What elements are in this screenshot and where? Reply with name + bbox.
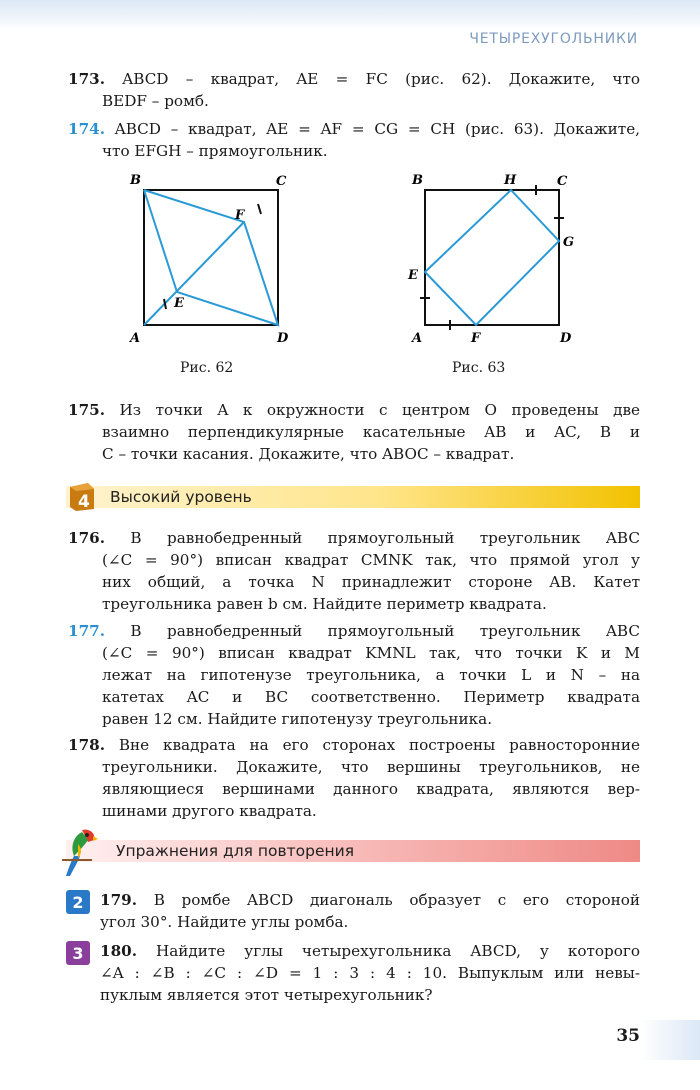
problem-text-line: ∠A : ∠B : ∠C : ∠D = 1 : 3 : 4 : 10. Выпуклым или невы- — [100, 964, 640, 982]
badge-number: 2 — [72, 892, 84, 912]
point-label-D: D — [560, 331, 572, 346]
point-label-B: B — [412, 173, 423, 188]
problem-text-line: треугольника равен b см. Найдите периметр квадрата. — [102, 595, 547, 613]
problem-179 — [100, 889, 640, 933]
problem-text-line: шинами другого квадрата. — [102, 802, 317, 820]
figure-63-caption: Рис. 63 — [452, 360, 506, 376]
running-head: ЧЕТЫРЕХУГОЛЬНИКИ — [469, 31, 638, 47]
problem-number: 173. — [68, 70, 105, 88]
corner-band — [640, 1020, 700, 1060]
problem-text-line: (∠C = 90°) вписан квадрат CMNK так, что прямой угол у — [102, 551, 640, 569]
figure-63 — [400, 168, 600, 348]
level-2-badge — [66, 890, 90, 914]
problem-number: 178. — [68, 736, 105, 754]
page-number: 35 — [616, 1026, 640, 1046]
problem-text-line: что EFGH – прямоугольник. — [102, 142, 328, 160]
problem-text-line: В ромбе ABCD диагональ образует с его стороной — [153, 891, 641, 909]
problem-number: 174. — [68, 120, 105, 138]
problem-text-line: ABCD – квадрат, AE = FC (рис. 62). Докажите, что — [122, 70, 641, 88]
problem-number: 180. — [100, 942, 137, 960]
problem-number: 176. — [68, 529, 105, 547]
problem-text-line: ABCD – квадрат, AE = AF = CG = CH (рис. 63). Докажите, — [114, 120, 641, 138]
problem-text-line: катетах AC и BC соответственно. Периметр квадрата — [102, 688, 640, 706]
point-label-E: E — [174, 296, 184, 311]
problem-number: 177. — [68, 622, 105, 640]
point-label-F: F — [235, 208, 245, 223]
problem-176 — [68, 527, 640, 615]
problem-number: 179. — [100, 891, 137, 909]
problem-text-line: равен 12 см. Найдите гипотенузу треугольника. — [102, 710, 493, 728]
problem-text-line: В равнобедренный прямоугольный треугольник ABC — [130, 622, 640, 640]
problem-text-line: угол 30°. Найдите углы ромба. — [100, 913, 349, 931]
point-label-C: C — [557, 174, 568, 189]
problem-text-line: В равнобедренный прямоугольный треугольник ABC — [130, 529, 640, 547]
point-label-G: G — [563, 235, 575, 250]
top-band — [0, 0, 700, 30]
parrot-icon — [60, 826, 100, 878]
badge-number: 3 — [72, 943, 84, 963]
point-label-E: E — [408, 268, 418, 283]
level-3-badge — [66, 941, 90, 965]
problem-174 — [68, 118, 640, 162]
problem-text-line: Из точки A к окружности с центром O проведены две — [119, 401, 640, 419]
problem-180 — [100, 940, 640, 1006]
section-high-level — [66, 486, 640, 508]
figure-62 — [120, 168, 310, 348]
section-title: Упражнения для повторения — [116, 842, 355, 860]
problem-text-line: пуклым является этот четырехугольник? — [100, 986, 433, 1004]
problem-text-line: (∠C = 90°) вписан квадрат KMNL так, что точки K и M — [102, 644, 640, 662]
problem-text-line: являющиеся вершинами данного квадрата, являются вер- — [102, 780, 640, 798]
section-review — [66, 840, 640, 862]
point-label-H: H — [504, 173, 517, 188]
point-label-B: B — [130, 173, 141, 188]
point-label-A: A — [130, 331, 141, 346]
problem-173 — [68, 68, 640, 112]
problem-178 — [68, 734, 640, 822]
problem-177 — [68, 620, 640, 730]
problem-text-line: них общий, а точка N принадлежит стороне AB. Катет — [102, 573, 640, 591]
figure-62-caption: Рис. 62 — [180, 360, 234, 376]
problem-text-line: BEDF – ромб. — [102, 92, 209, 110]
problem-text-line: треугольники. Докажите, что вершины треугольников, не — [102, 758, 640, 776]
section-title: Высокий уровень — [110, 488, 252, 506]
point-label-D: D — [277, 331, 289, 346]
problem-175 — [68, 399, 640, 465]
problem-text-line: лежат на гипотенузе треугольника, а точки L и N – на — [102, 666, 640, 684]
level-4-badge — [66, 481, 96, 513]
problem-number: 175. — [68, 401, 105, 419]
point-label-F: F — [471, 331, 481, 346]
problem-text-line: Вне квадрата на его сторонах построены равносторонние — [118, 736, 640, 754]
badge-number: 4 — [78, 492, 90, 512]
problem-text-line: взаимно перпендикулярные касательные AB и AC, B и — [102, 423, 640, 441]
point-label-C: C — [276, 174, 287, 189]
problem-text-line: C – точки касания. Докажите, что ABOC – квадрат. — [102, 445, 515, 463]
point-label-A: A — [412, 331, 423, 346]
problem-text-line: Найдите углы четырехугольника ABCD, у которого — [156, 942, 641, 960]
